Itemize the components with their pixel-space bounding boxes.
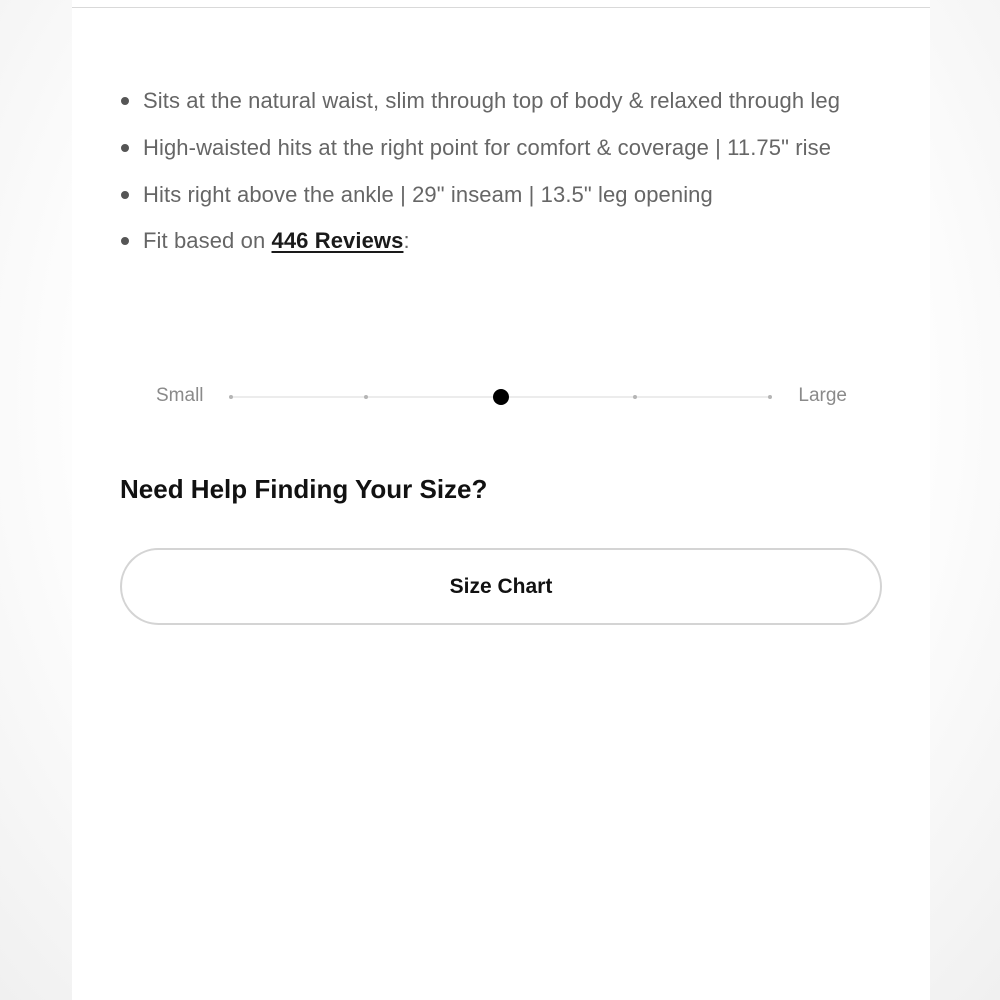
size-help-heading: Need Help Finding Your Size? <box>120 474 488 504</box>
fit-scale-tick <box>364 395 368 399</box>
fit-detail-item <box>120 78 860 125</box>
fit-detail-text: Sits at the natural waist, slim through top of body & relaxed through leg <box>143 88 841 113</box>
fit-scale-marker <box>493 389 509 405</box>
fit-detail-text: Hits right above the ankle | 29" inseam | 13.5" leg opening <box>143 181 713 207</box>
fit-scale-min-label: Small <box>156 385 204 406</box>
fit-scale-tick <box>633 395 637 399</box>
fit-detail-item <box>120 125 860 172</box>
fit-based-on-text: Fit based on <box>143 228 272 254</box>
reviews-link[interactable]: 446 Reviews <box>271 228 404 254</box>
size-chart-button[interactable]: Size Chart <box>120 548 882 625</box>
bullet-icon <box>121 144 129 152</box>
bullet-icon <box>121 237 129 245</box>
top-divider <box>72 7 930 8</box>
fit-suffix-text: : <box>403 228 410 254</box>
fit-reviews-item <box>120 218 860 265</box>
fit-scale <box>120 380 860 414</box>
fit-scale-tick <box>768 395 772 399</box>
bullet-icon <box>121 97 129 105</box>
fit-scale-max-label: Large <box>798 385 847 406</box>
bullet-icon <box>121 191 129 199</box>
fit-details-list <box>120 78 860 265</box>
fit-detail-text: High-waisted hits at the right point for comfort & coverage | 11.75" rise <box>143 134 832 160</box>
fit-detail-item <box>120 172 860 219</box>
fit-scale-tick <box>229 395 233 399</box>
